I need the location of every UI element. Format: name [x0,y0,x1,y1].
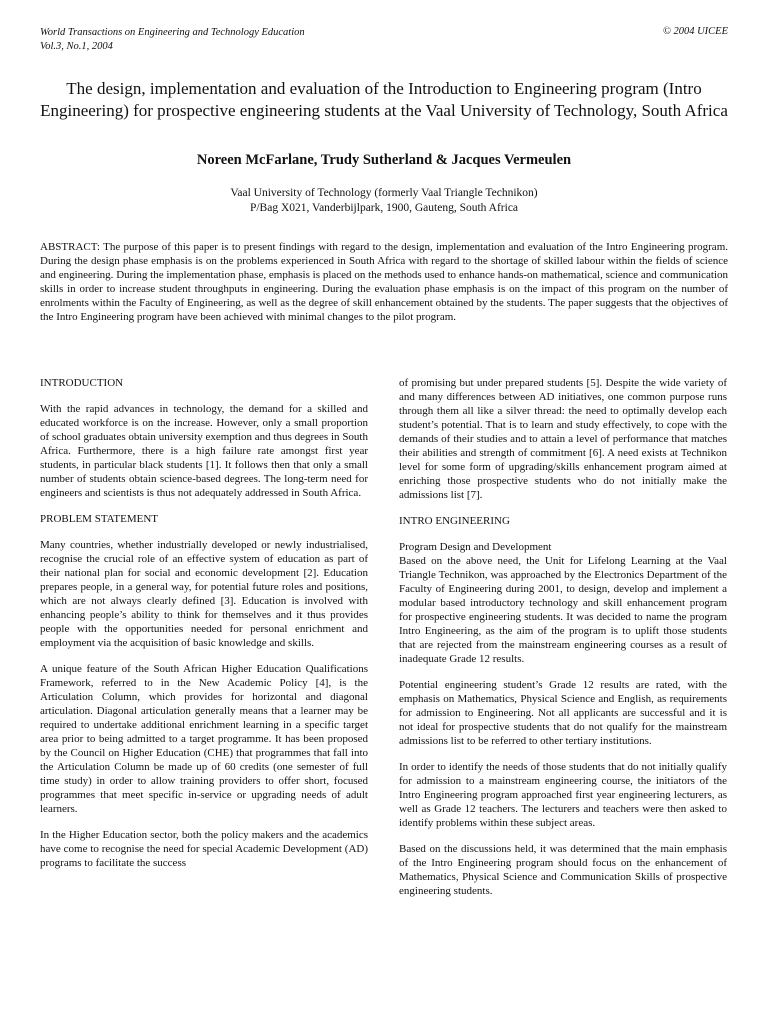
paper-title: The design, implementation and evaluation of the Introduction to Engineering program (Intro Engineering) for prospective engineering students at the Vaal University of Technology, South Africa [40,79,728,120]
paragraph: of promising but under prepared students [5]. Despite the wide variety of and many differences between AD initiatives, one common purpose runs through them all like a silver thread: the need to optimally develop each student’s potential. That is to learn and study effectively, to cope with the demands of their studies and to attain a level of performance that matches their abilities and strength of commitment [6]. A need exists at Technikon level for some form of upgrading/skills enhancement program aimed at enriching those prospective students who do not initially make the admissions list [7]. [399,377,727,501]
paragraph: Potential engineering student’s Grade 12 results are rated, with the emphasis on Mathematics, Physical Science and English, as requirements for admission to Engineering. Not all applicants are successful and it is not ideal for prospective students that do not qualify for the mainstream admissions list to be referred to other tertiary institutions. [399,679,727,747]
section-heading-introduction: INTRODUCTION [40,377,124,389]
paragraph: A unique feature of the South African Higher Education Qualifications Framework, referred to in the New Academic Policy [4], is the Articulation Column, which provides for horizontal and diagonal articulation. Diagonal articulation generally means that a learner may be required to undertake additional enrichment learning in a specific target area prior to being admitted to a target programme. It has been proposed by the Council on Higher Education (CHE) that programmes that fall into the Articulation Column be made up of 60 credits (one semester of full time study) in order to allow training providers to offer short, focused programmes that meet specific in-service or upgrading needs of adult learners. [40,663,368,815]
left-column [40,376,368,882]
affiliation-institution: Vaal University of Technology (formerly Vaal Triangle Technikon) [230,187,538,199]
subsection-heading-design: Program Design and Development [399,541,552,553]
author-list: Noreen McFarlane, Trudy Sutherland & Jacques Vermeulen [196,152,572,168]
paragraph: Many countries, whether industrially developed or newly industrialised, recognise the crucial role of an effective system of education as part of their national plan for social and economic development [2]. Education prepares people, in a general way, for potential future roles and positions, which are not always clearly defined [3]. Education is involved with enhancing people’s ability to think for themselves and it thus provides people with the opportunities needed for personal enrichment and employment via the acquisition of basic knowledge and skills. [40,539,368,649]
paragraph: Based on the above need, the Unit for Lifelong Learning at the Vaal Triangle Technikon, was approached by the Electronics Department of the Faculty of Engineering during 2001, to design, develop and implement a modular based introductory technology and skill enhancement program for prospective engineering students. It was decided to name the program Intro Engineering, as the aim of the program is to uplift those students that are rejected from the mainstream engineering courses as a result of inadequate Grade 12 results. [399,555,727,665]
affiliation [40,186,728,216]
journal-name: World Transactions on Engineering and Technology Education [40,27,305,38]
journal-header [40,26,305,54]
right-column [399,376,727,910]
section-heading-problem-statement: PROBLEM STATEMENT [40,513,158,525]
section-heading-intro-engineering: INTRO ENGINEERING [399,515,510,527]
paragraph: Based on the discussions held, it was determined that the main emphasis of the Intro Engineering program should focus on the enhancement of Mathematics, Physical Science and Communication Skills of prospective engineering students. [399,843,727,897]
affiliation-address: P/Bag X021, Vanderbijlpark, 1900, Gauteng, South Africa [249,202,519,214]
paragraph: In the Higher Education sector, both the policy makers and the academics have come to recognise the need for special Academic Development (AD) programs to facilitate the success [40,829,368,869]
paragraph: In order to identify the needs of those students that do not initially qualify for admission to a mainstream engineering course, the initiators of the Intro Engineering program approached first year engineering lecturers, as well as Grade 12 teachers. The lecturers and teachers were then asked to identify problems within these subject areas. [399,761,727,829]
paragraph: With the rapid advances in technology, the demand for a skilled and educated workforce is on the increase. However, only a small proportion of school graduates obtain university exemption and thus degrees in South Africa. Furthermore, there is a high failure rate amongst first year students, in particular black students [1]. It follows then that only a small number of students obtain science-based degrees. The long-term need for engineers and scientists is thus not adequately addressed in South Africa. [40,403,368,499]
journal-volume: Vol.3, No.1, 2004 [40,41,113,52]
abstract: ABSTRACT: The purpose of this paper is to present findings with regard to the design, implementation and evaluation of the Intro Engineering program. During the design phase emphasis is on the problems experienced in South Africa with regard to the shortage of skilled labour within the fields of science and engineering. During the implementation phase, emphasis is placed on the methods used to enhance hands-on mathematical, science and communication skills in order to increase student throughputs in engineering. During the evaluation phase emphasis is on the impact of this program on the number of enrolments within the Faculty of Engineering, as well as the degree of skill enhancement obtained by the students. The paper suggests that the objectives of the Intro Engineering program have been achieved with minimal changes to the pilot program. [40,241,728,323]
copyright-notice: © 2004 UICEE [662,26,728,37]
